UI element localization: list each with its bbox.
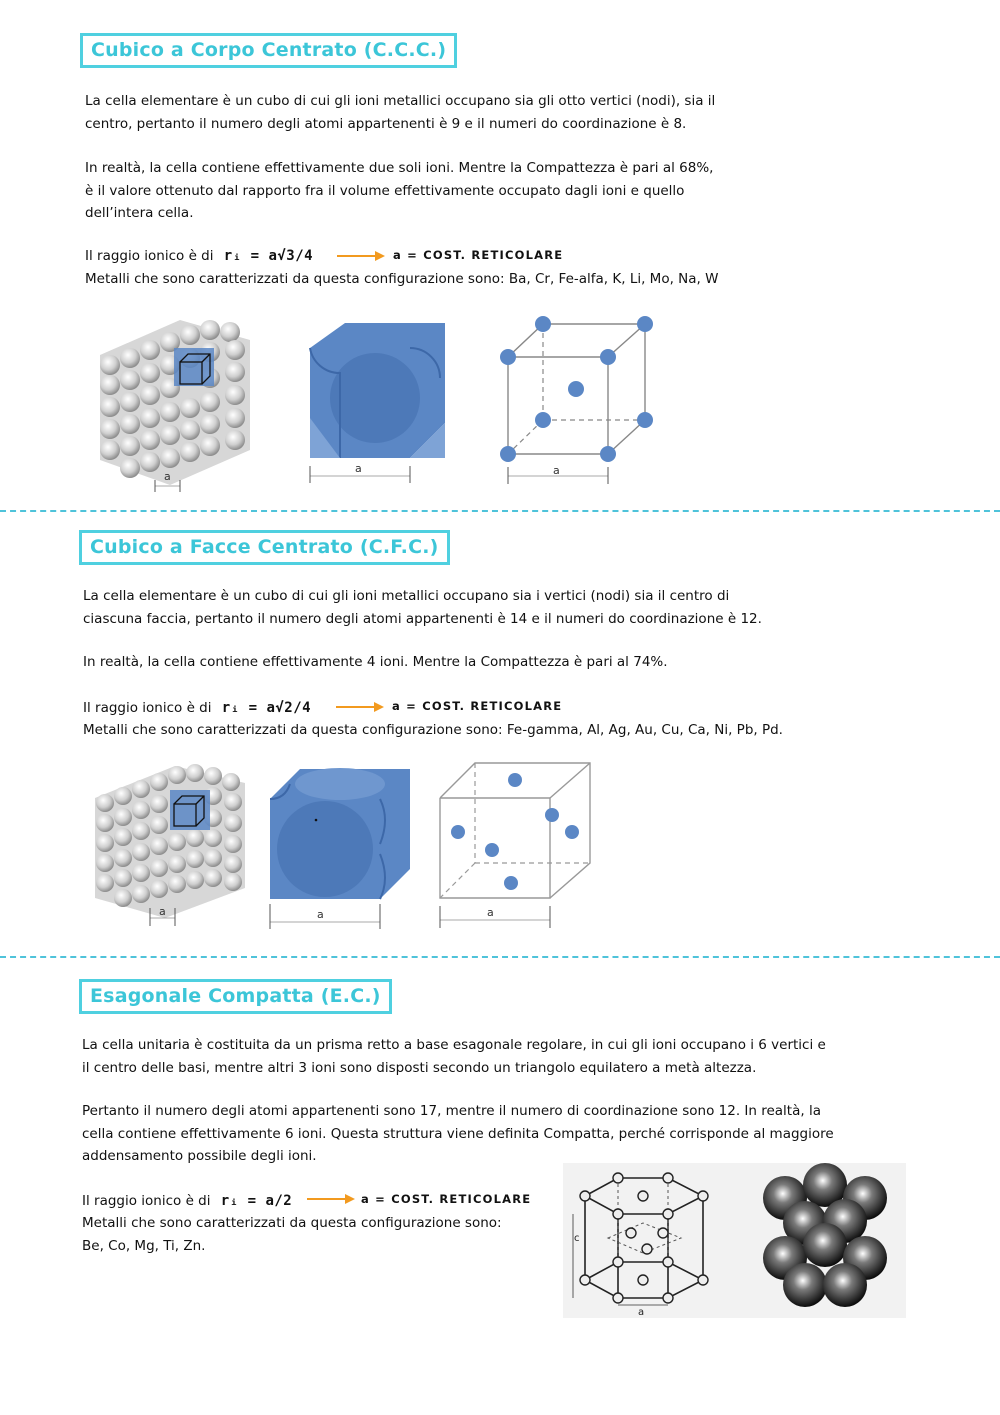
arrow-icon: [334, 701, 386, 713]
bcc-paragraph-2: [85, 157, 713, 225]
text-line: Metalli che sono caratterizzati da questa configurazione sono:: [82, 1215, 502, 1231]
text-line: centro, pertanto il numero degli atomi appartenenti è 9 e il numeri do coordinazione è 8.: [85, 115, 687, 132]
dimension-label: c: [574, 1233, 580, 1244]
dimension-label: a: [638, 1307, 645, 1318]
text-line: La cella elementare è un cubo di cui gli ioni metallici occupano sia gli otto vertici (nodi), sia il: [85, 93, 716, 109]
hcp-radius-line: [82, 1190, 292, 1212]
dimension-label: a: [317, 908, 324, 921]
text-line: In realtà, la cella contiene effettivamente due soli ioni. Mentre la Compattezza è pari al 68%,: [85, 160, 714, 176]
arrow-icon: [305, 1193, 357, 1205]
section-title-bcc: Cubico a Corpo Centrato (C.C.C.): [80, 33, 457, 68]
fcc-paragraph-1: [83, 585, 762, 630]
text-line: è il valore ottenuto dal rapporto fra il volume effettivamente occupato dagli ioni e quello: [85, 182, 685, 199]
dimension-label: a: [553, 464, 560, 477]
arrow-icon: [335, 250, 387, 262]
hcp-paragraph-1: [82, 1034, 826, 1079]
section-title-fcc: Cubico a Facce Centrato (C.F.C.): [79, 530, 450, 565]
section-divider: [0, 510, 1000, 512]
bcc-solid-cell-figure: [300, 318, 450, 493]
fcc-lattice-figure: [430, 758, 600, 933]
radius-prefix: Il raggio ionico è di: [85, 248, 214, 264]
text-line: ciascuna faccia, pertanto il numero degli atomi appartenenti è 14 e il numeri do coordinazione è 12.: [83, 610, 762, 627]
section-title-hcp: Esagonale Compatta (E.C.): [79, 979, 392, 1014]
radius-formula: rᵢ = a√3/4: [223, 248, 314, 264]
text-line: cella contiene effettivamente 6 ioni. Questa struttura viene definita Compatta, perché corrisponde al maggiore: [82, 1125, 834, 1142]
dimension-label: a: [164, 470, 171, 483]
hcp-paragraph-2: [82, 1100, 834, 1168]
bcc-sphere-packing-figure: [90, 310, 255, 495]
text-line: La cella elementare è un cubo di cui gli ioni metallici occupano sia i vertici (nodi) sia il centro di: [83, 588, 730, 604]
radius-prefix: Il raggio ionico è di: [82, 1193, 211, 1209]
text-line: Pertanto il numero degli atomi appartenenti sono 17, mentre il numero di coordinazione sono 12. In realtà, la: [82, 1103, 821, 1119]
fcc-solid-cell-figure: [265, 764, 415, 934]
radius-formula: rᵢ = a/2: [220, 1193, 293, 1209]
hcp-figure: [563, 1163, 906, 1318]
hcp-metals: [82, 1212, 502, 1257]
fcc-sphere-packing-figure: [90, 758, 250, 933]
text-line: il centro delle basi, mentre altri 3 ioni sono disposti secondo un triangolo equilatero a metà altezza.: [82, 1059, 757, 1076]
fcc-paragraph-2: In realtà, la cella contiene effettivamente 4 ioni. Mentre la Compattezza è pari al 74%.: [83, 654, 668, 670]
lattice-constant-note: a = COST. RETICOLARE: [393, 248, 564, 262]
text-line: addensamento possibile degli ioni.: [82, 1148, 317, 1164]
bcc-metals: Metalli che sono caratterizzati da questa configurazione sono: Ba, Cr, Fe-alfa, K, Li, Mo, Na, W: [85, 271, 719, 287]
fcc-metals: Metalli che sono caratterizzati da questa configurazione sono: Fe-gamma, Al, Ag, Au, Cu, Ca, Ni, Pb, Pd.: [83, 722, 783, 738]
bcc-radius-line: [85, 245, 313, 267]
dimension-label: a: [159, 905, 166, 918]
fcc-radius-line: [83, 697, 311, 719]
radius-prefix: Il raggio ionico è di: [83, 700, 212, 716]
section-divider: [0, 956, 1000, 958]
text-line: La cella unitaria è costituita da un prisma retto a base esagonale regolare, in cui gli ioni occupano i 6 vertici e: [82, 1037, 826, 1053]
text-line: Be, Co, Mg, Ti, Zn.: [82, 1237, 206, 1254]
lattice-constant-note: a = COST. RETICOLARE: [392, 699, 563, 713]
dimension-label: a: [487, 906, 494, 919]
dimension-label: a: [355, 462, 362, 475]
bcc-paragraph-1: [85, 90, 715, 135]
radius-formula: rᵢ = a√2/4: [221, 700, 312, 716]
bcc-lattice-figure: [495, 312, 660, 492]
lattice-constant-note: a = COST. RETICOLARE: [361, 1192, 532, 1206]
text-line: dell’intera cella.: [85, 205, 194, 221]
